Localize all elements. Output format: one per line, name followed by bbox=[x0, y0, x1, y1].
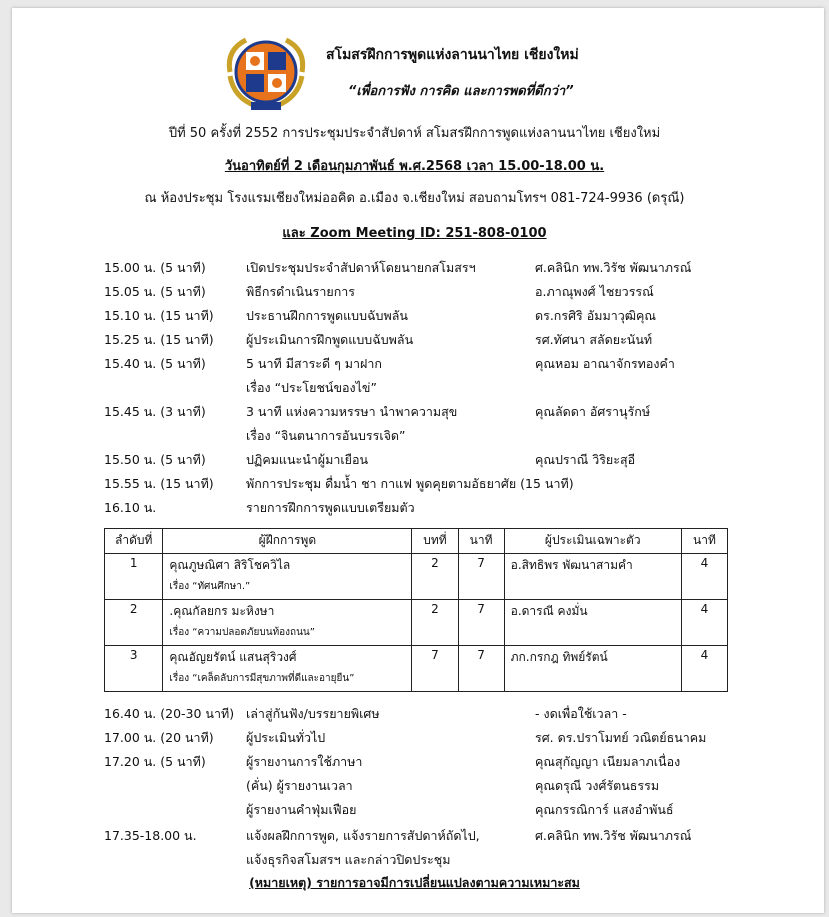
cell-speaker bbox=[163, 600, 412, 646]
cell-eval-minutes: 4 bbox=[681, 554, 727, 600]
schedule-time: 15.25 น. (15 นาที) bbox=[104, 332, 214, 347]
schedule-time: 15.55 น. (15 นาที) bbox=[104, 476, 214, 491]
schedule-person: คุณลัดดา อัศรานุรักษ์ bbox=[535, 404, 651, 419]
cell-chapter: 2 bbox=[412, 600, 458, 646]
schedule-person: รศ. ดร.ปราโมทย์ วณิตย์ธนาคม bbox=[535, 730, 707, 745]
club-logo bbox=[216, 32, 316, 112]
schedule-time: 16.40 น. (20-30 นาที) bbox=[104, 706, 235, 721]
schedule-person: คุณดรุณี วงศ์รัตนธรรม bbox=[535, 778, 660, 793]
schedule-time: 17.00 น. (20 นาที) bbox=[104, 730, 214, 745]
schedule-time: 17.35-18.00 น. bbox=[104, 828, 197, 843]
col-header-minutes: นาที bbox=[458, 529, 504, 554]
table-row bbox=[105, 600, 728, 646]
cell-eval-minutes: 4 bbox=[681, 600, 727, 646]
schedule-time: 16.10 น. bbox=[104, 500, 157, 515]
zoom-line: และ Zoom Meeting ID: 251-808-0100 bbox=[282, 226, 547, 241]
schedule-activity: ผู้รายงานคำฟุ่มเฟือย bbox=[246, 802, 357, 817]
schedule-time: 15.50 น. (5 นาที) bbox=[104, 452, 206, 467]
cell-order: 1 bbox=[105, 554, 163, 600]
cell-order: 2 bbox=[105, 600, 163, 646]
schedule-row bbox=[0, 826, 829, 848]
col-header-evaluator: ผู้ประเมินเฉพาะตัว bbox=[504, 529, 681, 554]
schedule-row bbox=[0, 450, 829, 472]
table-row bbox=[105, 646, 728, 692]
date-line: วันอาทิตย์ที่ 2 เดือนกุมภาพันธ์ พ.ศ.2568 เวลา 15.00-18.00 น. bbox=[224, 159, 605, 174]
col-header-speaker: ผู้ฝึกการพูด bbox=[163, 529, 412, 554]
schedule-row bbox=[0, 728, 829, 750]
cell-minutes: 7 bbox=[458, 554, 504, 600]
schedule-person: คุณหอม อาณาจักรทองคำ bbox=[535, 356, 675, 371]
schedule-person: คุณกรรณิการ์ แสงอำพันธ์ bbox=[535, 802, 674, 817]
schedule-row bbox=[0, 306, 829, 328]
cell-speaker bbox=[163, 646, 412, 692]
cell-chapter: 7 bbox=[412, 646, 458, 692]
schedule-activity: แจ้งผลฝึกการพูด, แจ้งรายการสัปดาห์ถัดไป, bbox=[246, 828, 480, 843]
schedule-row bbox=[0, 474, 829, 496]
meeting-line: ปีที่ 50 ครั้งที่ 2552 การประชุมประจำสัปดาห์ สโมสรฝึกการพูดแห่งลานนาไทย เชียงใหม่ bbox=[168, 126, 661, 141]
schedule-row bbox=[0, 752, 829, 774]
schedule-person: ศ.คลินิก ทพ.วิรัช พัฒนาภรณ์ bbox=[535, 828, 692, 843]
speaker-name: คุณภูษณิศา สิริโชควิไล bbox=[169, 558, 291, 572]
schedule-row bbox=[0, 850, 829, 872]
cell-chapter: 2 bbox=[412, 554, 458, 600]
schedule-person: - งดเพื่อใช้เวลา - bbox=[535, 706, 627, 721]
schedule-activity: ผู้รายงานการใช้ภาษา bbox=[246, 754, 363, 769]
schedule-row bbox=[0, 258, 829, 280]
schedule-person: คุณสุกัญญา เนียมลาภเนื่อง bbox=[535, 754, 681, 769]
venue-line: ณ ห้องประชุม โรงแรมเชียงใหม่ออคิด อ.เมือง จ.เชียงใหม่ สอบถามโทรฯ 081-724-9936 (ดรุณี) bbox=[144, 191, 685, 206]
schedule-row bbox=[0, 282, 829, 304]
schedule-activity: รายการฝึกการพูดแบบเตรียมตัว bbox=[246, 500, 415, 515]
schedule-row bbox=[0, 402, 829, 424]
cell-minutes: 7 bbox=[458, 646, 504, 692]
schedule-activity: 5 นาที มีสาระดี ๆ มาฝาก bbox=[246, 356, 382, 371]
col-header-chapter: บทที่ bbox=[412, 529, 458, 554]
schedule-time: 15.10 น. (15 นาที) bbox=[104, 308, 214, 323]
schedule-row bbox=[0, 800, 829, 822]
motto: “เพื่อการฟัง การคิด และการพดที่ดีกว่า” bbox=[348, 84, 574, 99]
speech-topic: เรื่อง “เคล็ดลับการมีสุขภาพที่ดีและอายุยืน” bbox=[169, 673, 355, 684]
schedule-activity: เล่าสู่กันฟัง/บรรยายพิเศษ bbox=[246, 706, 380, 721]
col-header-eval-minutes: นาที bbox=[681, 529, 727, 554]
schedule-time: 15.00 น. (5 นาที) bbox=[104, 260, 206, 275]
schedule-activity: (คั่น) ผู้รายงานเวลา bbox=[246, 778, 353, 793]
speech-topic: เรื่อง “ทัศนศึกษา.” bbox=[169, 581, 251, 592]
schedule-activity: ประธานฝึกการพูดแบบฉับพลัน bbox=[246, 308, 408, 323]
org-title: สโมสรฝึกการพูดแห่งลานนาไทย เชียงใหม่ bbox=[326, 47, 579, 63]
schedule-row bbox=[0, 704, 829, 726]
schedule-row bbox=[0, 498, 829, 520]
schedule-activity: พักการประชุม ดื่มน้ำ ชา กาแฟ พูดคุยตามอัธยาศัย (15 นาที) bbox=[246, 476, 574, 491]
schedule-row bbox=[0, 426, 829, 448]
schedule-time: 17.20 น. (5 นาที) bbox=[104, 754, 206, 769]
speaker-name: คุณอัญยรัตน์ แสนสุริวงศ์ bbox=[169, 650, 297, 664]
schedule-person: อ.ภาณุพงศ์ ไชยวรรณ์ bbox=[535, 284, 654, 299]
schedule-activity: ปฏิคมแนะนำผู้มาเยือน bbox=[246, 452, 369, 467]
cell-evaluator: อ.สิทธิพร พัฒนาสามคำ bbox=[504, 554, 681, 600]
schedule-time: 15.05 น. (5 นาที) bbox=[104, 284, 206, 299]
cell-speaker bbox=[163, 554, 412, 600]
schedule-activity: ผู้ประเมินการฝึกพูดแบบฉับพลัน bbox=[246, 332, 414, 347]
schedule-row bbox=[0, 354, 829, 376]
table-header-row bbox=[105, 529, 728, 554]
schedule-activity: เรื่อง “ประโยชน์ของไข่” bbox=[246, 380, 377, 395]
schedule-time: 15.45 น. (3 นาที) bbox=[104, 404, 206, 419]
cell-eval-minutes: 4 bbox=[681, 646, 727, 692]
schedule-row bbox=[0, 378, 829, 400]
speech-topic: เรื่อง “ความปลอดภัยบนท้องถนน” bbox=[169, 627, 315, 638]
cell-order: 3 bbox=[105, 646, 163, 692]
schedule-time: 15.40 น. (5 นาที) bbox=[104, 356, 206, 371]
col-header-order: ลำดับที่ bbox=[105, 529, 163, 554]
schedule-activity: เรื่อง “จินตนาการอันบรรเจิด” bbox=[246, 428, 406, 443]
table-row bbox=[105, 554, 728, 600]
cell-minutes: 7 bbox=[458, 600, 504, 646]
schedule-activity: แจ้งธุรกิจสโมสรฯ และกล่าวปิดประชุม bbox=[246, 852, 451, 867]
speaker-name: .คุณกัลยกร มะหิงษา bbox=[169, 604, 275, 618]
footer-note: (หมายเหตุ) รายการอาจมีการเปลี่ยนแปลงตามความเหมาะสม bbox=[249, 875, 580, 890]
speakers-table bbox=[104, 528, 728, 692]
schedule-row bbox=[0, 330, 829, 352]
cell-evaluator: อ.ดารณี คงมั่น bbox=[504, 600, 681, 646]
schedule-activity: ผู้ประเมินทั่วไป bbox=[246, 730, 326, 745]
schedule-person: ดร.กรศิริ อัมมาวุฒิคุณ bbox=[535, 308, 656, 323]
schedule-row bbox=[0, 776, 829, 798]
schedule-activity: 3 นาที แห่งความหรรษา นำพาความสุข bbox=[246, 404, 458, 419]
schedule-activity: พิธีกรดำเนินรายการ bbox=[246, 284, 356, 299]
schedule-person: คุณปราณี วิริยะสุอี bbox=[535, 452, 636, 467]
schedule-activity: เปิดประชุมประจำสัปดาห์โดยนายกสโมสรฯ bbox=[246, 260, 476, 275]
cell-evaluator: ภก.กรกฎ ทิพย์รัตน์ bbox=[504, 646, 681, 692]
schedule-person: รศ.ทัศนา สลัดยะนันท์ bbox=[535, 332, 653, 347]
schedule-person: ศ.คลินิก ทพ.วิรัช พัฒนาภรณ์ bbox=[535, 260, 692, 275]
